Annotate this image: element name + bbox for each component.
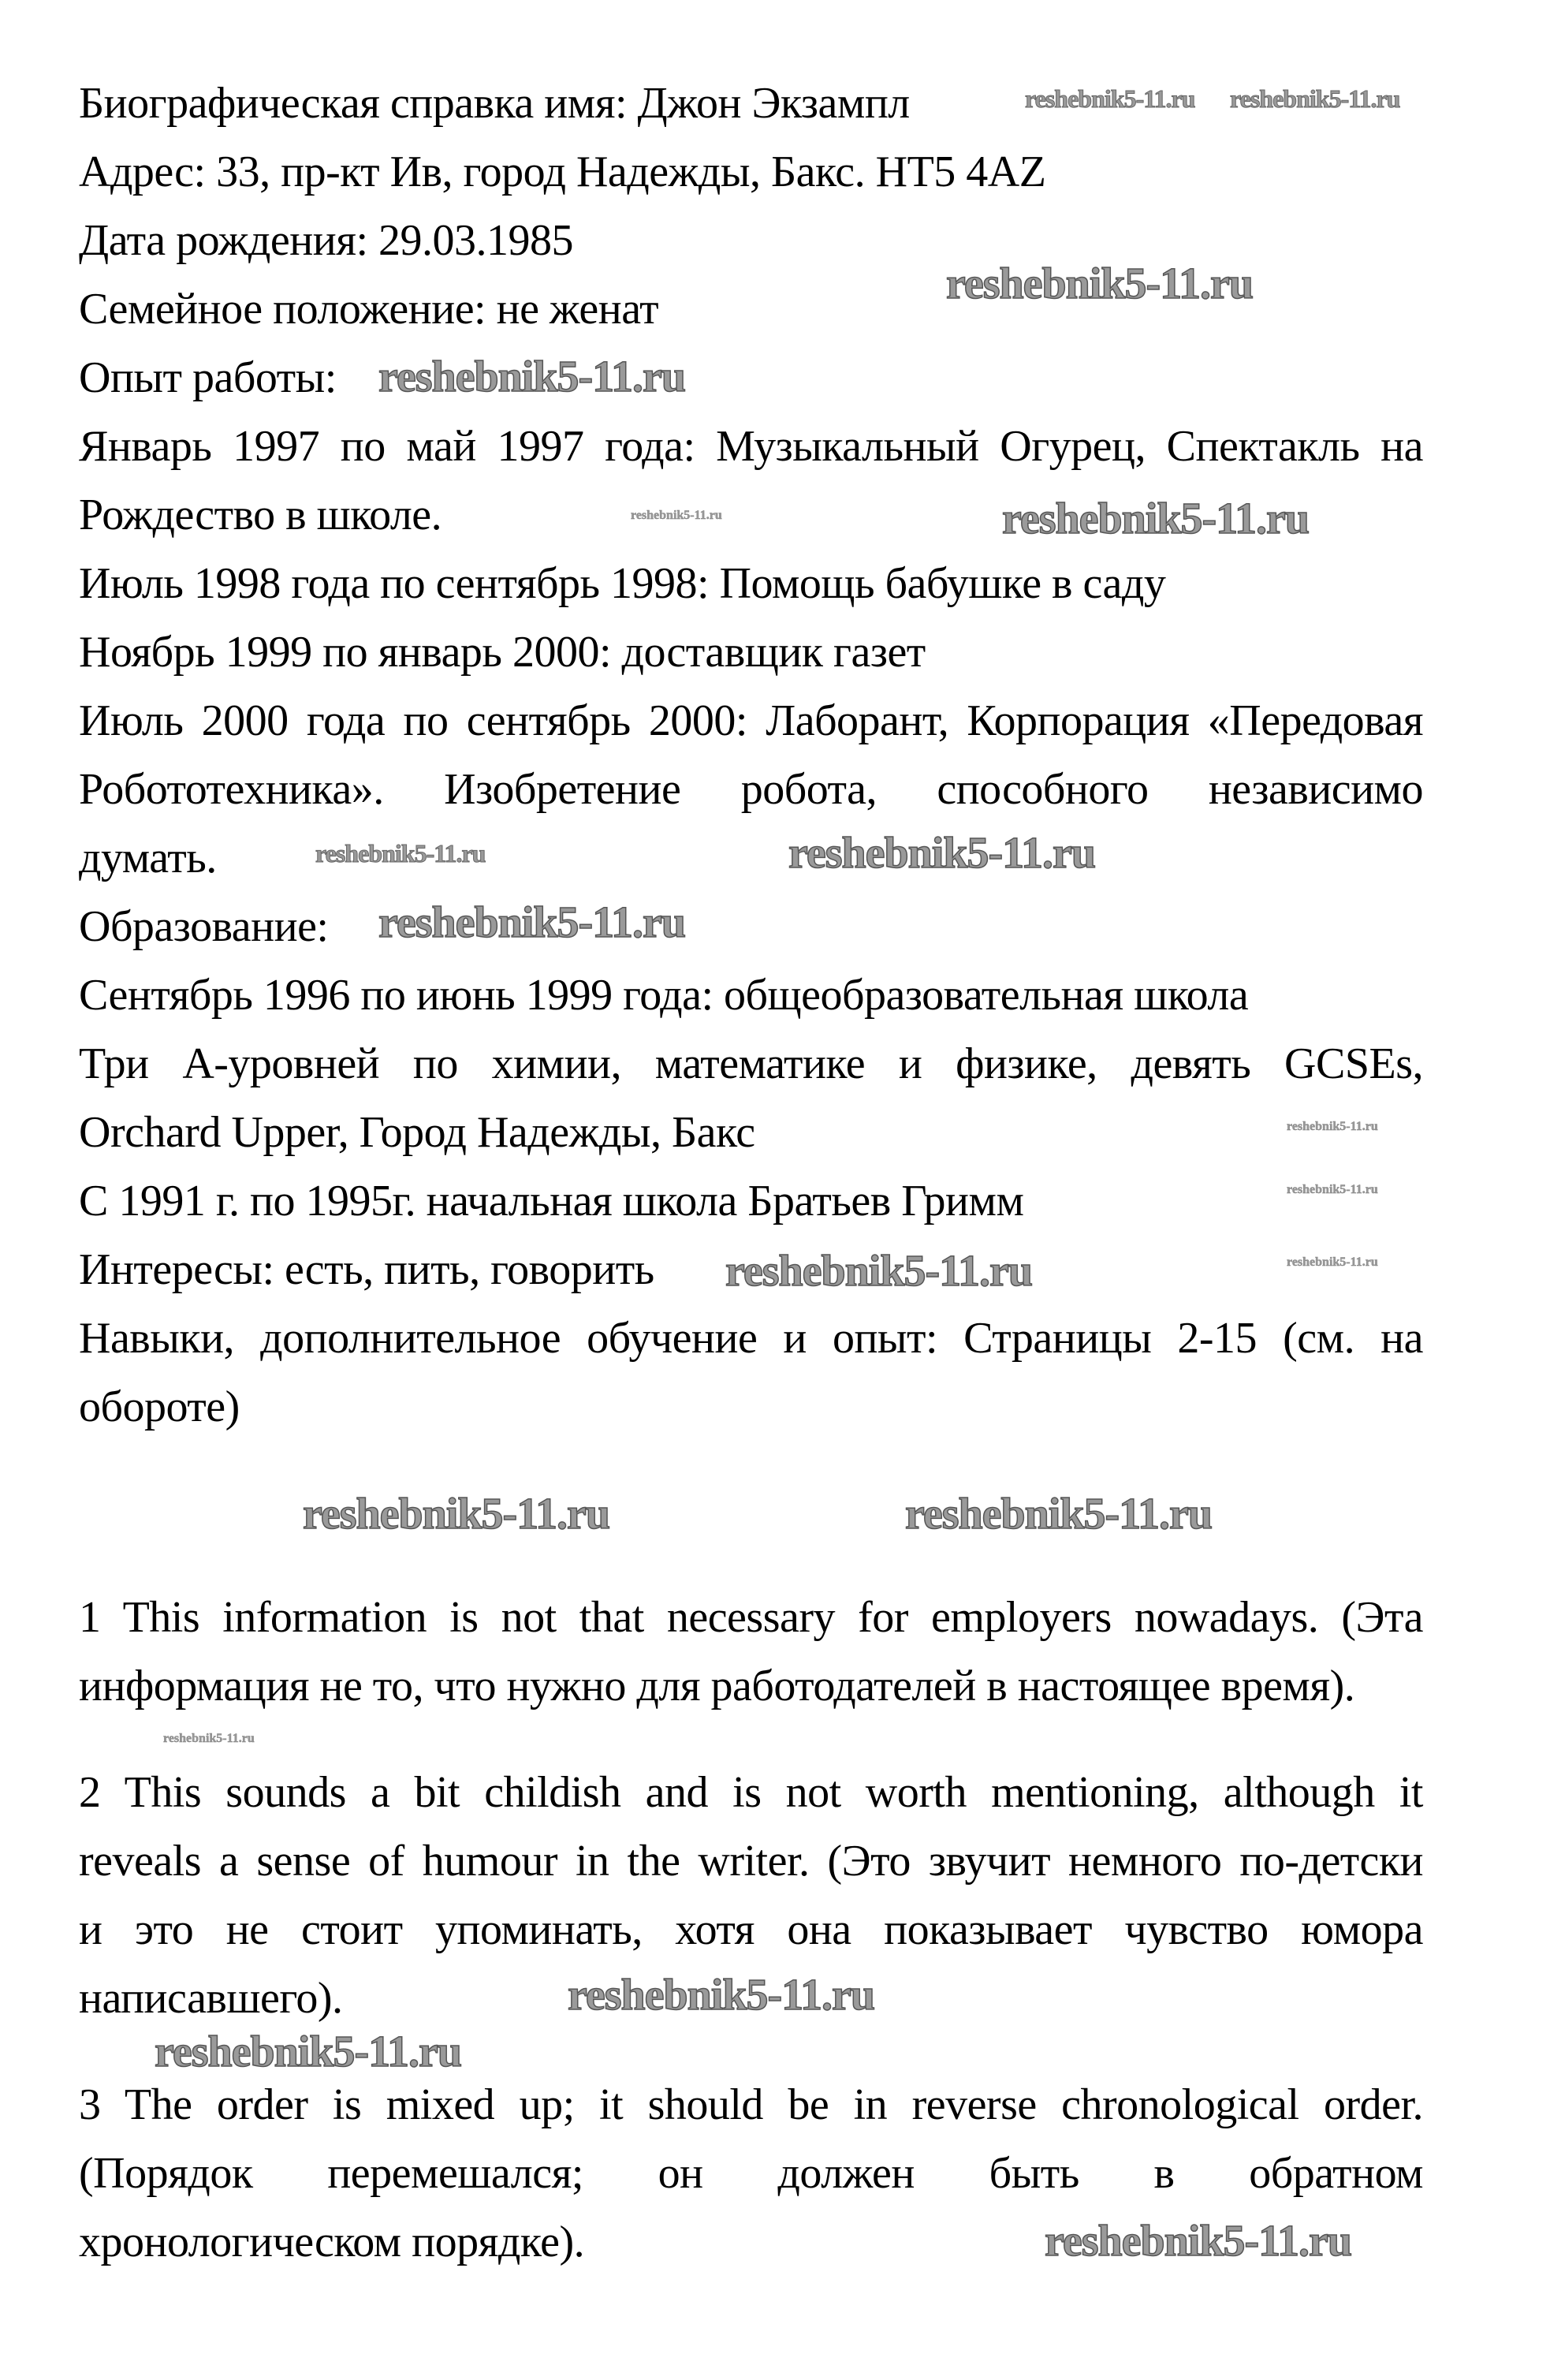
note-3-line: (Порядок перемешался; он должен быть в обратном	[79, 2149, 1423, 2198]
education-line: С 1991 г. по 1995г. начальная школа Братьев Гримм	[79, 1177, 1024, 1225]
note-2-line: reveals a sense of humour in the writer. (Это звучит немного по-детски	[79, 1837, 1423, 1886]
education-heading: Образование:	[79, 902, 329, 951]
watermark: reshebnik5-11.ru	[946, 259, 1254, 308]
document-body	[79, 69, 1423, 2277]
note-1-line: информация не то, что нужно для работодателей в настоящее время).	[79, 1662, 1355, 1710]
education-line: Три А-уровней по химии, математике и физике, девять GCSEs,	[79, 1039, 1423, 1088]
experience-line: Июль 1998 года по сентябрь 1998: Помощь бабушке в саду	[79, 559, 1166, 608]
watermark: reshebnik5-11.ru	[1287, 1255, 1378, 1269]
interests-line: Интересы: есть, пить, говорить	[79, 1245, 654, 1294]
marital-status-line: Семейное положение: не женат	[79, 285, 659, 334]
birthdate-line: Дата рождения: 29.03.1985	[79, 216, 574, 265]
experience-heading: Опыт работы:	[79, 353, 337, 402]
watermark: reshebnik5-11.ru	[725, 1247, 1033, 1296]
watermark: reshebnik5-11.ru	[303, 1490, 610, 1539]
education-line: Сентябрь 1996 по июнь 1999 года: общеобразовательная школа	[79, 971, 1249, 1020]
watermark: reshebnik5-11.ru	[905, 1490, 1213, 1539]
watermark: reshebnik5-11.ru	[1287, 1120, 1378, 1133]
experience-line: думать.	[79, 834, 217, 882]
skills-line: Навыки, дополнительное обучение и опыт: Страницы 2-15 (см. на	[79, 1314, 1423, 1363]
experience-line: Робототехника». Изобретение робота, способного независимо	[79, 765, 1423, 814]
watermark: reshebnik5-11.ru	[568, 1971, 875, 2020]
address-line: Адрес: 33, пр-кт Ив, город Надежды, Бакс. HT5 4AZ	[79, 147, 1046, 196]
note-2-line: и это не стоит упоминать, хотя она показывает чувство юмора	[79, 1905, 1423, 1954]
watermark: reshebnik5-11.ru	[1230, 84, 1400, 113]
watermark: reshebnik5-11.ru	[378, 353, 686, 401]
watermark: reshebnik5-11.ru	[1002, 494, 1310, 543]
note-3-line: хронологическом порядке).	[79, 2218, 585, 2266]
note-2-line: 2 This sounds a bit childish and is not worth mentioning, although it	[79, 1768, 1423, 1817]
watermark: reshebnik5-11.ru	[163, 1732, 255, 1745]
resume-title: Биографическая справка имя: Джон Экзампл	[79, 79, 910, 128]
experience-line: Январь 1997 по май 1997 года: Музыкальный Огурец, Спектакль на	[79, 422, 1423, 471]
watermark: reshebnik5-11.ru	[155, 2027, 462, 2076]
watermark: reshebnik5-11.ru	[378, 898, 686, 947]
note-1-line: 1 This information is not that necessary for employers nowadays. (Эта	[79, 1593, 1423, 1642]
experience-line: Рождество в школе.	[79, 491, 442, 539]
note-3-line: 3 The order is mixed up; it should be in reverse chronological order.	[79, 2080, 1423, 2129]
skills-line: обороте)	[79, 1382, 240, 1431]
watermark: reshebnik5-11.ru	[1025, 84, 1195, 113]
note-2-line: написавшего).	[79, 1974, 343, 2023]
education-line: Orchard Upper, Город Надежды, Бакс	[79, 1108, 755, 1157]
watermark: reshebnik5-11.ru	[1045, 2217, 1352, 2266]
watermark: reshebnik5-11.ru	[1287, 1183, 1378, 1196]
watermark: reshebnik5-11.ru	[631, 509, 722, 522]
watermark: reshebnik5-11.ru	[788, 829, 1096, 878]
watermark: reshebnik5-11.ru	[315, 839, 486, 867]
experience-line: Ноябрь 1999 по январь 2000: доставщик газет	[79, 628, 926, 677]
experience-line: Июль 2000 года по сентябрь 2000: Лаборант, Корпорация «Передовая	[79, 696, 1423, 745]
